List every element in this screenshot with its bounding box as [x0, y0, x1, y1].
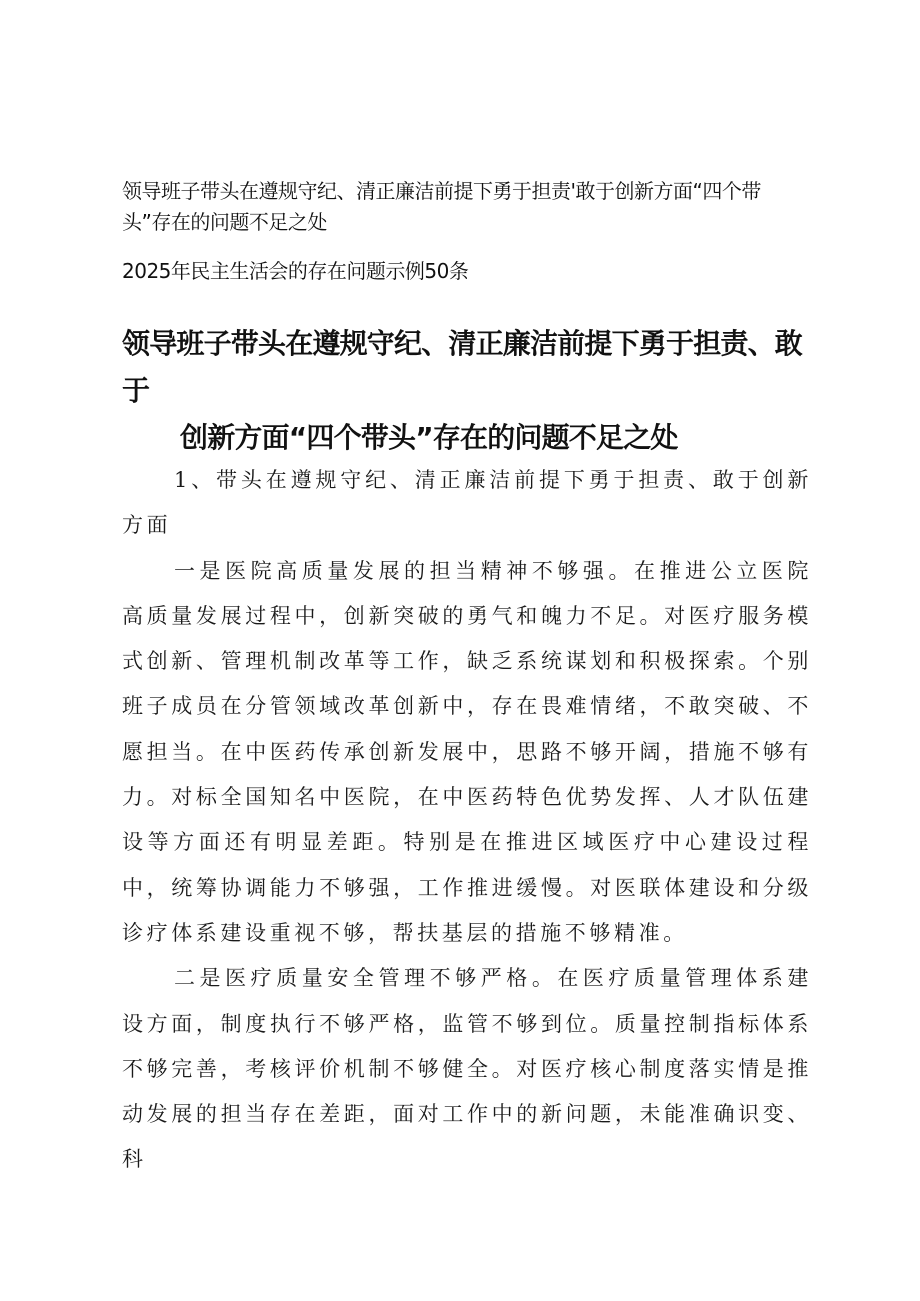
body-paragraph-1: 一是医院高质量发展的担当精神不够强。在推进公立医院高质量发展过程中，创新突破的勇气和魄力不足。对医疗服务模式创新、管理机制改革等工作，缺乏系统谋划和积极探索。个别班子成员在分管领域改革创新中，存在畏难情绪，不敢突破、不愿担当。在中医药传承创新发展中，思路不够开阔，措施不够有力。对标全国知名中医院，在中医药特色优势发挥、人才队伍建设等方面还有明显差距。特别是在推进区域医疗中心建设过程中，统筹协调能力不够强，工作推进缓慢。对医联体建设和分级诊疗体系建设重视不够，帮扶基层的措施不够精准。	[122, 558, 812, 945]
body-text	[122, 458, 812, 1183]
body-paragraph-2: 二是医疗质量安全管理不够严格。在医疗质量管理体系建设方面，制度执行不够严格，监管不够到位。质量控制指标体系不够完善，考核评价机制不够健全。对医疗核心制度落实情是推动发展的担当存在差距，面对工作中的新问题，未能准确识变、科	[122, 966, 812, 1172]
main-title-line-2: 创新方面“四个带头”存在的问题不足之处	[180, 421, 678, 454]
main-title	[122, 320, 812, 461]
main-title-line-1: 领导班子带头在遵规守纪、清正廉洁前提下勇于担责、敢于	[122, 327, 803, 407]
document-header-title: 领导班子带头在遵规守纪、清正廉洁前提下勇于担责'敢于创新方面“四个带头”存在的问题不足之处	[122, 179, 761, 234]
document-header-subtitle: 2025年民主生活会的存在问题示例50条	[122, 259, 469, 283]
section-heading-paragraph: 1、带头在遵规守纪、清正廉洁前提下勇于担责、敢于创新方面	[122, 468, 812, 538]
